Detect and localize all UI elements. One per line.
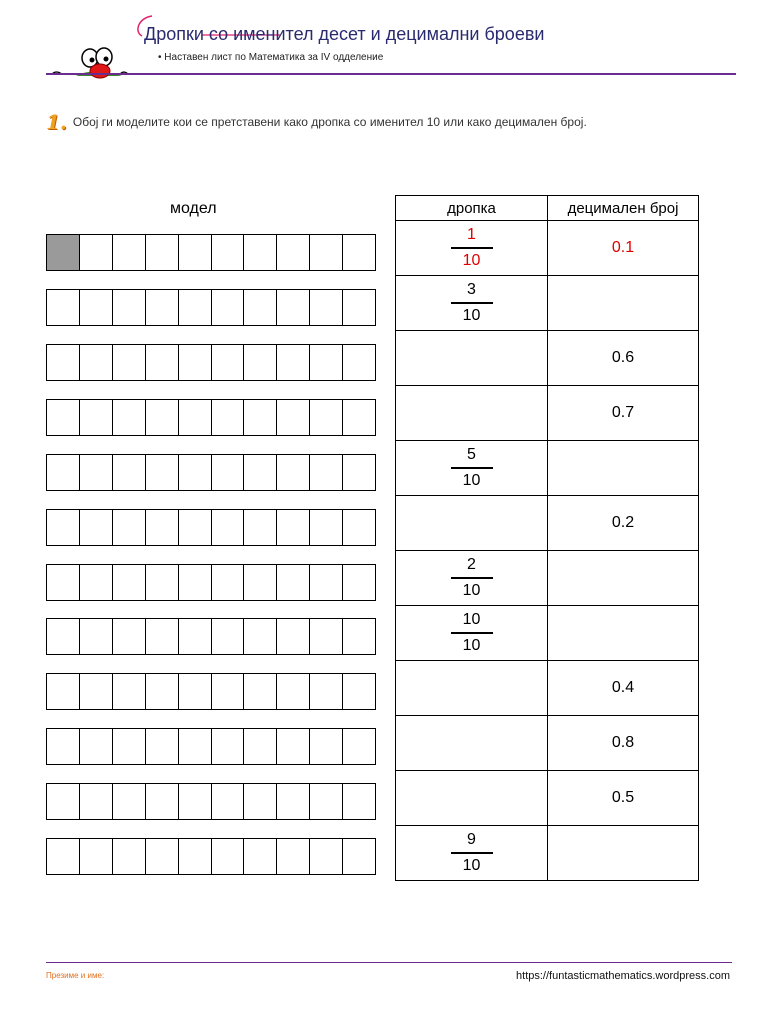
table-row <box>396 771 699 826</box>
model-square[interactable] <box>146 510 179 545</box>
model-square[interactable] <box>80 729 113 764</box>
fraction-cell[interactable] <box>396 331 548 386</box>
model-square[interactable] <box>47 510 80 545</box>
model-square[interactable] <box>47 729 80 764</box>
model-strip[interactable] <box>46 618 376 655</box>
fraction-cell[interactable] <box>396 606 548 661</box>
model-square[interactable] <box>146 235 179 270</box>
fraction-bar <box>451 852 493 854</box>
decimal-cell[interactable] <box>548 386 699 441</box>
model-square[interactable] <box>80 455 113 490</box>
decimal-cell[interactable] <box>548 441 699 496</box>
fraction <box>451 556 493 600</box>
decimal-value: 0.5 <box>611 789 635 806</box>
model-square[interactable] <box>343 839 375 874</box>
model-square[interactable] <box>244 290 277 325</box>
model-strip[interactable] <box>46 838 376 875</box>
model-square[interactable] <box>343 235 375 270</box>
decimal-value: 0.1 <box>611 239 635 256</box>
model-square[interactable] <box>113 455 146 490</box>
model-square[interactable] <box>80 565 113 600</box>
model-square[interactable] <box>113 235 146 270</box>
model-square[interactable] <box>310 455 343 490</box>
numerator: 10 <box>462 611 481 629</box>
denominator: 10 <box>462 856 481 874</box>
model-square[interactable] <box>277 619 310 654</box>
decimal-cell[interactable] <box>548 716 699 771</box>
model-square[interactable] <box>212 400 245 435</box>
decimal-value: 0.8 <box>611 734 635 751</box>
model-square[interactable] <box>179 400 212 435</box>
model-strip[interactable] <box>46 454 376 491</box>
model-strip[interactable] <box>46 564 376 601</box>
fraction-column-header: дропка <box>396 196 548 221</box>
model-square[interactable] <box>179 455 212 490</box>
decimal-value: 0.2 <box>611 514 635 531</box>
decimal-cell[interactable] <box>548 771 699 826</box>
denominator: 10 <box>462 306 481 324</box>
model-square[interactable] <box>146 345 179 380</box>
model-square[interactable] <box>179 619 212 654</box>
model-square[interactable] <box>179 674 212 709</box>
model-square[interactable] <box>179 729 212 764</box>
task-instruction <box>46 110 587 134</box>
footer-divider <box>46 962 732 963</box>
model-square[interactable] <box>212 839 245 874</box>
model-square[interactable] <box>212 455 245 490</box>
model-square[interactable] <box>310 565 343 600</box>
model-square[interactable] <box>47 290 80 325</box>
model-square[interactable] <box>343 510 375 545</box>
model-square[interactable] <box>212 290 245 325</box>
model-square[interactable] <box>146 729 179 764</box>
fraction-cell[interactable] <box>396 826 548 881</box>
page-title: Дропки со именител десет и децимални броеви <box>144 24 545 44</box>
fraction-cell[interactable] <box>396 496 548 551</box>
model-square[interactable] <box>47 839 80 874</box>
model-square[interactable] <box>179 784 212 819</box>
model-square[interactable] <box>343 784 375 819</box>
model-square[interactable] <box>310 729 343 764</box>
model-square[interactable] <box>277 674 310 709</box>
table-row <box>396 496 699 551</box>
model-strip[interactable] <box>46 673 376 710</box>
model-square[interactable] <box>113 510 146 545</box>
table-row <box>396 221 699 276</box>
fraction-bar <box>451 247 493 249</box>
model-square[interactable] <box>80 235 113 270</box>
model-square[interactable] <box>113 674 146 709</box>
model-square[interactable] <box>310 510 343 545</box>
model-square[interactable] <box>113 400 146 435</box>
model-square[interactable] <box>343 619 375 654</box>
model-square[interactable] <box>277 400 310 435</box>
table-row <box>396 441 699 496</box>
model-square[interactable] <box>212 510 245 545</box>
fraction <box>451 281 493 325</box>
model-heading: модел <box>170 200 217 217</box>
decimal-cell[interactable] <box>548 331 699 386</box>
model-square[interactable] <box>113 784 146 819</box>
model-square[interactable] <box>277 565 310 600</box>
model-square[interactable] <box>212 784 245 819</box>
decimal-cell[interactable] <box>548 551 699 606</box>
decimal-cell[interactable] <box>548 826 699 881</box>
model-square[interactable] <box>179 565 212 600</box>
model-square[interactable] <box>146 674 179 709</box>
model-square[interactable] <box>80 784 113 819</box>
model-square[interactable] <box>179 290 212 325</box>
model-square[interactable] <box>113 565 146 600</box>
model-square[interactable] <box>310 839 343 874</box>
fraction-cell[interactable] <box>396 551 548 606</box>
model-square[interactable] <box>343 455 375 490</box>
denominator: 10 <box>462 471 481 489</box>
fraction <box>451 226 493 270</box>
bullet-icon: • <box>158 52 165 63</box>
model-square[interactable] <box>212 235 245 270</box>
model-square[interactable] <box>47 565 80 600</box>
numerator: 5 <box>467 446 476 464</box>
fraction-bar <box>451 632 493 634</box>
fraction-cell[interactable] <box>396 276 548 331</box>
model-square[interactable] <box>47 345 80 380</box>
model-square[interactable] <box>146 290 179 325</box>
model-square[interactable] <box>310 290 343 325</box>
model-square[interactable] <box>113 345 146 380</box>
fraction-cell[interactable] <box>396 661 548 716</box>
model-square[interactable] <box>244 345 277 380</box>
model-square[interactable] <box>80 345 113 380</box>
fraction <box>451 831 493 875</box>
decimal-value: 0.6 <box>611 349 635 366</box>
model-square[interactable] <box>113 729 146 764</box>
model-strip[interactable] <box>46 289 376 326</box>
model-square[interactable] <box>277 729 310 764</box>
model-square[interactable] <box>146 455 179 490</box>
mascot-icon <box>46 42 132 82</box>
model-square[interactable] <box>179 235 212 270</box>
header-divider <box>46 73 736 75</box>
model-strip[interactable] <box>46 783 376 820</box>
model-square[interactable] <box>277 345 310 380</box>
fraction-cell[interactable] <box>396 386 548 441</box>
table-row <box>396 276 699 331</box>
model-square[interactable] <box>343 565 375 600</box>
table-row <box>396 716 699 771</box>
decimal-value: 0.4 <box>611 679 635 696</box>
model-square[interactable] <box>146 839 179 874</box>
model-square[interactable] <box>343 345 375 380</box>
name-label: Презиме и име: <box>46 971 105 980</box>
model-square[interactable] <box>244 784 277 819</box>
model-square[interactable] <box>310 784 343 819</box>
model-square[interactable] <box>244 455 277 490</box>
model-square[interactable] <box>310 619 343 654</box>
model-square[interactable] <box>146 400 179 435</box>
model-square[interactable] <box>244 565 277 600</box>
model-square[interactable] <box>212 619 245 654</box>
task-number: 1. <box>46 110 67 134</box>
model-square[interactable] <box>277 455 310 490</box>
model-square[interactable] <box>179 839 212 874</box>
model-square[interactable] <box>212 345 245 380</box>
denominator: 10 <box>462 251 481 269</box>
website-url: https://funtasticmathematics.wordpress.com <box>516 970 730 982</box>
model-square[interactable] <box>277 510 310 545</box>
model-square[interactable] <box>47 784 80 819</box>
model-strip[interactable] <box>46 399 376 436</box>
model-square[interactable] <box>146 565 179 600</box>
model-square[interactable] <box>47 674 80 709</box>
fraction-cell[interactable] <box>396 221 548 276</box>
numerator: 3 <box>467 281 476 299</box>
model-square[interactable] <box>244 235 277 270</box>
model-square[interactable] <box>343 729 375 764</box>
decimal-cell[interactable] <box>548 276 699 331</box>
model-square[interactable] <box>47 619 80 654</box>
table-row <box>396 551 699 606</box>
model-square[interactable] <box>80 839 113 874</box>
fraction-cell[interactable] <box>396 441 548 496</box>
numerator: 1 <box>467 226 476 244</box>
denominator: 10 <box>462 581 481 599</box>
table-row <box>396 826 699 881</box>
subtitle-text: Наставен лист по Математика за IV одделение <box>164 52 384 63</box>
table-row <box>396 661 699 716</box>
model-square[interactable] <box>277 839 310 874</box>
decimal-cell[interactable] <box>548 661 699 716</box>
fraction <box>451 446 493 490</box>
fraction-bar <box>451 577 493 579</box>
model-square[interactable] <box>146 619 179 654</box>
model-square[interactable] <box>277 235 310 270</box>
fraction-bar <box>451 467 493 469</box>
model-square[interactable] <box>212 674 245 709</box>
model-square[interactable] <box>244 729 277 764</box>
model-square[interactable] <box>212 729 245 764</box>
model-square[interactable] <box>244 510 277 545</box>
decimal-cell[interactable] <box>548 606 699 661</box>
model-strip[interactable] <box>46 344 376 381</box>
model-square[interactable] <box>113 839 146 874</box>
model-square[interactable] <box>80 510 113 545</box>
model-strip[interactable] <box>46 509 376 546</box>
model-square[interactable] <box>343 400 375 435</box>
answer-table <box>395 195 699 881</box>
decimal-cell[interactable] <box>548 496 699 551</box>
model-square[interactable] <box>179 510 212 545</box>
table-row <box>396 606 699 661</box>
denominator: 10 <box>462 636 481 654</box>
page-subtitle <box>158 52 383 63</box>
model-square[interactable] <box>80 674 113 709</box>
task-text: Обој ги моделите кои се претставени како дропка со именител 10 или како децимален број. <box>72 115 587 129</box>
decimal-cell[interactable] <box>548 221 699 276</box>
model-square[interactable] <box>310 400 343 435</box>
fraction-bar <box>451 302 493 304</box>
model-square[interactable] <box>244 400 277 435</box>
model-square[interactable] <box>244 674 277 709</box>
model-square[interactable] <box>146 784 179 819</box>
table-row <box>396 386 699 441</box>
table-row <box>396 331 699 386</box>
model-square[interactable] <box>179 345 212 380</box>
model-square[interactable] <box>277 290 310 325</box>
model-square[interactable] <box>244 619 277 654</box>
model-square[interactable] <box>310 235 343 270</box>
model-square[interactable] <box>277 784 310 819</box>
fraction-cell[interactable] <box>396 716 548 771</box>
numerator: 2 <box>467 556 476 574</box>
model-square[interactable] <box>113 619 146 654</box>
model-square[interactable] <box>80 290 113 325</box>
model-square[interactable] <box>47 400 80 435</box>
model-strip[interactable] <box>46 234 376 271</box>
model-square[interactable] <box>47 235 80 270</box>
model-square[interactable] <box>310 674 343 709</box>
model-square[interactable] <box>80 619 113 654</box>
model-square[interactable] <box>113 290 146 325</box>
model-square[interactable] <box>244 839 277 874</box>
model-square[interactable] <box>212 565 245 600</box>
numerator: 9 <box>467 831 476 849</box>
model-square[interactable] <box>80 400 113 435</box>
model-strip[interactable] <box>46 728 376 765</box>
model-square[interactable] <box>343 290 375 325</box>
model-square[interactable] <box>310 345 343 380</box>
decimal-value: 0.7 <box>611 404 635 421</box>
model-square[interactable] <box>47 455 80 490</box>
decimal-column-header: децимален број <box>548 196 699 221</box>
model-square[interactable] <box>343 674 375 709</box>
fraction-cell[interactable] <box>396 771 548 826</box>
fraction <box>451 611 493 655</box>
